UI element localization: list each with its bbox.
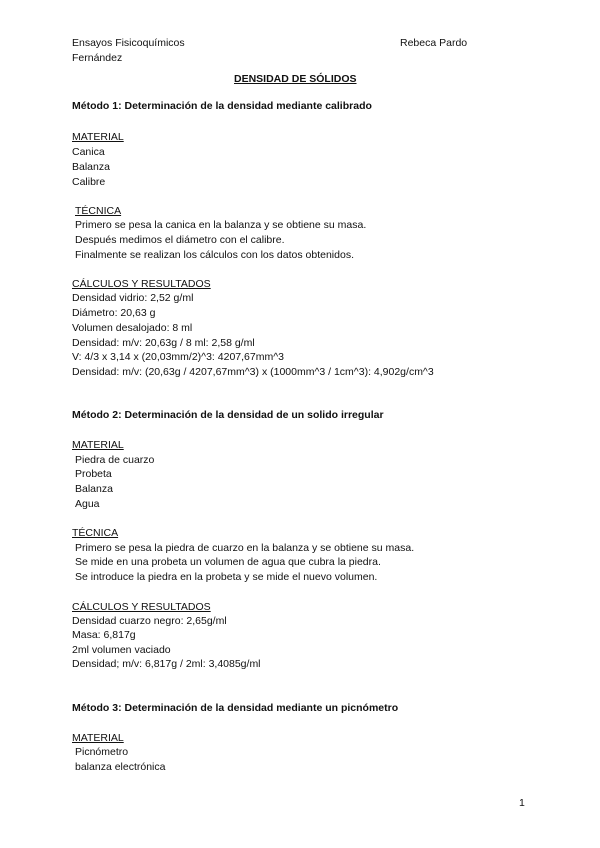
method1-tecnica-line: Finalmente se realizan los cálculos con los datos obtenidos.: [75, 249, 354, 261]
page-number: 1: [519, 797, 525, 809]
method1-calculo-line: V: 4/3 x 3,14 x (20,03mm/2)^3: 4207,67mm^3: [72, 351, 284, 363]
method1-tecnica-heading: TÉCNICA: [75, 205, 122, 217]
method2-material-item: Balanza: [75, 483, 113, 495]
method1-material-item: Balanza: [72, 161, 110, 173]
method2-calculos-heading: CÁLCULOS Y RESULTADOS: [72, 601, 211, 613]
method1-calculo-line: Densidad vidrio: 2,52 g/ml: [72, 292, 194, 304]
method3-heading: Método 3: Determinación de la densidad mediante un picnómetro: [72, 702, 399, 714]
method2-tecnica-line: Se mide en una probeta un volumen de agua que cubra la piedra.: [75, 556, 381, 568]
method1-tecnica-line: Después medimos el diámetro con el calibre.: [75, 234, 285, 246]
method1-material-item: Calibre: [72, 176, 106, 188]
method2-material-item: Agua: [75, 498, 100, 510]
method2-calculo-line: Densidad cuarzo negro: 2,65g/ml: [72, 615, 227, 627]
method1-calculos-heading: CÁLCULOS Y RESULTADOS: [72, 278, 211, 290]
method3-material-item: Picnómetro: [75, 746, 129, 758]
method1-calculo-line: Diámetro: 20,63 g: [72, 307, 156, 319]
method2-calculo-line: Densidad; m/v: 6,817g / 2ml: 3,4085g/ml: [72, 658, 261, 670]
method2-material-item: Probeta: [75, 468, 112, 480]
method2-material-heading: MATERIAL: [72, 439, 124, 451]
method1-heading: Método 1: Determinación de la densidad mediante calibrado: [72, 100, 372, 112]
method3-material-heading: MATERIAL: [72, 732, 124, 744]
method1-calculo-line: Volumen desalojado: 8 ml: [72, 322, 193, 334]
method1-tecnica-line: Primero se pesa la canica en la balanza y se obtiene su masa.: [75, 219, 367, 231]
method2-calculo-line: 2ml volumen vaciado: [72, 644, 171, 656]
method2-calculo-line: Masa: 6,817g: [72, 629, 136, 641]
method2-tecnica-heading: TÉCNICA: [72, 527, 119, 539]
method2-material-item: Piedra de cuarzo: [75, 454, 155, 466]
header-author-last: Fernández: [72, 52, 123, 64]
method1-calculo-line: Densidad: m/v: (20,63g / 4207,67mm^3) x (1000mm^3 / 1cm^3): 4,902g/cm^3: [72, 366, 434, 378]
header-subject: Ensayos Fisicoquímicos: [72, 37, 185, 49]
method1-material-heading: MATERIAL: [72, 131, 124, 143]
method1-calculo-line: Densidad: m/v: 20,63g / 8 ml: 2,58 g/ml: [72, 337, 255, 349]
method2-tecnica-line: Primero se pesa la piedra de cuarzo en la balanza y se obtiene su masa.: [75, 542, 415, 554]
header-author-first: Rebeca Pardo: [400, 37, 468, 49]
method1-material-item: Canica: [72, 146, 105, 158]
method2-heading: Método 2: Determinación de la densidad de un solido irregular: [72, 409, 384, 421]
method2-tecnica-line: Se introduce la piedra en la probeta y se mide el nuevo volumen.: [75, 571, 378, 583]
document-title: DENSIDAD DE SÓLIDOS: [234, 73, 357, 85]
method3-material-item: balanza electrónica: [75, 761, 166, 773]
